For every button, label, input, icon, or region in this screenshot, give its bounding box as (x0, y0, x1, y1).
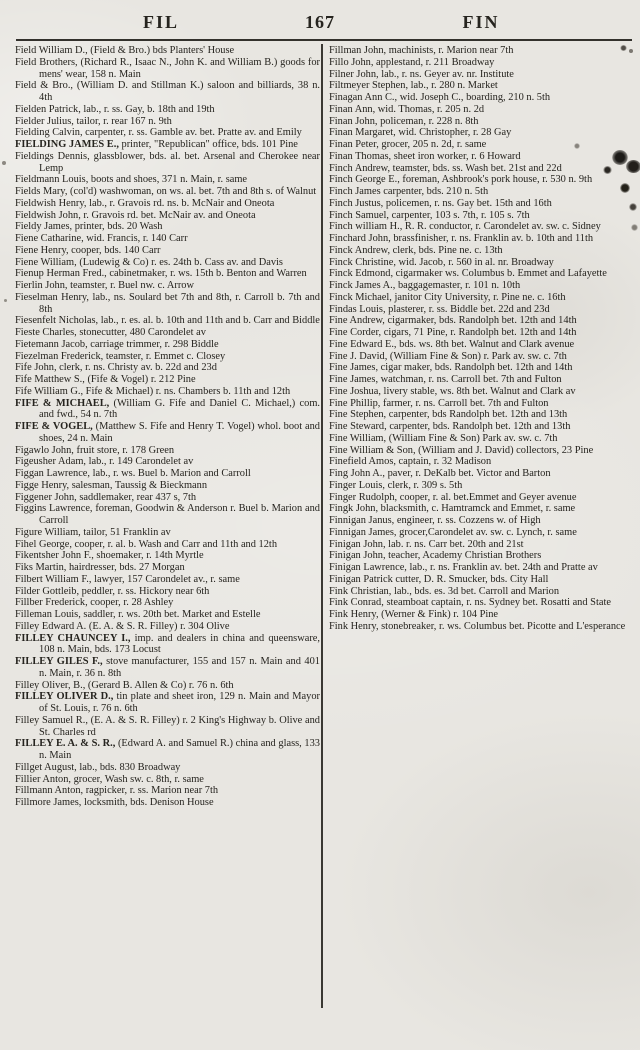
directory-entry (15, 774, 320, 786)
directory-entry (329, 186, 634, 198)
directory-entry (329, 233, 634, 245)
entry-text: Fiene Catharine, wid. Francis, r. 140 Carr (15, 233, 188, 244)
entry-text: Fielder Julius, tailor, r. rear 167 n. 9th (15, 115, 172, 127)
directory-entry (329, 280, 634, 292)
entry-text: Fine Andrew, cigarmaker, bds. Randolph bet. 12th and 14th (329, 315, 577, 327)
entry-text: Filley Edward A. (E. A. & S. R. Filley) r. 304 Olive (15, 620, 230, 632)
ink-stain (612, 150, 628, 165)
entry-text: Fikentsher John F., shoemaker, r. 14th Myrtle (15, 550, 204, 562)
directory-entry (15, 116, 320, 128)
entry-text: Filbert William F., lawyer, 157 Carondelet av., r. same (15, 573, 240, 585)
directory-entry (15, 57, 320, 81)
entry-text: Fink Christian, lab., bds. es. 3d bet. Carroll and Marion (329, 585, 560, 597)
entry-text: Figge Henry, salesman, Taussig & Bieckmann (15, 479, 208, 491)
directory-entry (329, 116, 634, 128)
directory-entry (329, 127, 634, 139)
entry-text: (Edward A. and Samuel R.) china and glass, 133 n. Main (39, 738, 320, 761)
entry-text: Finch william H., R. R. conductor, r. Carondelet av. sw. c. Sidney (329, 221, 601, 233)
directory-entry (329, 210, 634, 222)
directory-entry (15, 339, 320, 351)
header-rule (16, 39, 632, 41)
directory-entry (15, 127, 320, 139)
directory-entry (329, 527, 634, 539)
directory-entry (15, 186, 320, 198)
directory-entry (15, 539, 320, 551)
entry-text: Filley Samuel R., (E. A. & S. R. Filley) r. 2 King's Highway b. Olive and St. Charles rd (15, 714, 320, 738)
entry-text: Finck Andrew, clerk, bds. Pine ne. c. 13th (329, 244, 503, 256)
entry-text: Fillmann Anton, ragpicker, r. ss. Marion near 7th (15, 785, 219, 797)
entry-text: Fing John A., paver, r. DeKalb bet. Victor and Barton (329, 468, 551, 479)
entry-text: Fine Phillip, farmer, r. ns. Carroll bet. 7th and Fulton (329, 397, 549, 409)
entry-text: Finefield Amos, captain, r. 32 Madison (329, 456, 492, 468)
entry-name-bold: FILLEY OLIVER D., (15, 691, 114, 703)
directory-entry (15, 609, 320, 621)
directory-entry (15, 421, 320, 445)
directory-entry (15, 691, 320, 715)
directory-entry (15, 174, 320, 186)
entry-text: Finan John, policeman, r. 228 n. 8th (329, 115, 479, 127)
ink-stain (4, 299, 7, 302)
entry-text: Fillman John, machinists, r. Marion near 7th (329, 45, 514, 56)
entry-text: Fine Steward, carpenter, bds. Randolph bet. 12th and 13th (329, 421, 571, 432)
entry-text: Finigan Patrick cutter, D. R. Smucker, bds. City Hall (329, 573, 549, 585)
entry-text: stove manufacturer, 155 and 157 n. Main and 401 n. Main, r. 36 n. 8th (39, 656, 320, 679)
directory-entry (15, 198, 320, 210)
directory-entry (329, 586, 634, 598)
entry-name-bold: FILLEY GILES F., (15, 656, 103, 667)
ink-stain (620, 183, 630, 193)
directory-entry (329, 80, 634, 92)
directory-column-right (329, 45, 634, 633)
directory-entry (329, 362, 634, 374)
directory-entry (15, 715, 320, 739)
entry-text: Fietemann Jacob, carriage trimmer, r. 298 Biddle (15, 338, 219, 350)
directory-entry (329, 515, 634, 527)
entry-text: Figgins Lawrence, foreman, Goodwin & Anderson r. Buel b. Marion and Carroll (15, 503, 320, 526)
entry-text: imp. and dealers in china and queensware, 108 n. Main, bds. 173 Locust (39, 632, 320, 656)
entry-text: Finck Michael, janitor City University, r. Pine ne. c. 16th (329, 291, 566, 303)
directory-entry (329, 104, 634, 116)
directory-entry (329, 409, 634, 421)
directory-entry (15, 445, 320, 457)
entry-text: Fine J. David, (William Fine & Son) r. Park av. sw. c. 7th (329, 350, 567, 362)
entry-text: Fierlin John, teamster, r. Buel nw. c. Arrow (15, 280, 194, 291)
entry-text: Finan Thomas, sheet iron worker, r. 6 Howard (329, 150, 521, 162)
directory-entry (329, 374, 634, 386)
entry-text: Fife Matthew S., (Fife & Vogel) r. 212 Pine (15, 374, 196, 385)
directory-entry (329, 304, 634, 316)
entry-text: Fine William & Son, (William and J. David) collectors, 23 Pine (329, 444, 594, 456)
entry-text: Finan Margaret, wid. Christopher, r. 28 Gay (329, 127, 512, 139)
entry-text: Finger Louis, clerk, r. 309 s. 5th (329, 479, 463, 491)
entry-text: Fine Corder, cigars, 71 Pine, r. Randolph bet. 12th and 14th (329, 327, 577, 338)
entry-text: Fillget August, lab., bds. 830 Broadway (15, 761, 181, 773)
directory-entry (329, 45, 634, 57)
header-section-left: FIL (142, 12, 179, 32)
entry-text: Fillber Frederick, cooper, r. 28 Ashley (15, 597, 174, 609)
directory-entry (15, 480, 320, 492)
entry-text: Fieldmann Louis, boots and shoes, 371 n. Main, r. same (15, 174, 248, 186)
entry-text: Figawlo John, fruit store, r. 178 Green (15, 444, 175, 456)
directory-entry (329, 562, 634, 574)
directory-entry (15, 762, 320, 774)
entry-text: Fields Mary, (col'd) washwoman, on ws. al. bet. 7th and 8th s. of Walnut (15, 186, 317, 197)
directory-entry (15, 351, 320, 363)
directory-entry (329, 421, 634, 433)
entry-text: Filder Gottleib, peddler, r. ss. Hickory near 6th (15, 585, 210, 597)
entry-text: Finck Edmond, cigarmaker ws. Columbus b. Emmet and Lafayette (329, 268, 607, 280)
entry-text: Fiene Henry, cooper, bds. 140 Carr (15, 244, 161, 256)
column-divider-rule (321, 44, 323, 1008)
directory-entry (15, 268, 320, 280)
directory-entry (15, 468, 320, 480)
directory-entry (329, 69, 634, 81)
directory-entry (329, 257, 634, 269)
entry-text: Fingk John, blacksmith, c. Hamtramck and Emmet, r. same (329, 503, 576, 515)
entry-text: Fieste Charles, stonecutter, 480 Carondelet av (15, 327, 206, 338)
directory-entry (15, 503, 320, 527)
directory-entry (15, 233, 320, 245)
entry-text: Fiks Martin, hairdresser, bds. 27 Morgan (15, 562, 185, 573)
entry-text: Fieldwish Henry, lab., r. Gravois rd. ns. b. McNair and Oneota (15, 197, 275, 209)
entry-text: Finch Samuel, carpenter, 103 s. 7th, r. 105 s. 7th (329, 209, 530, 221)
entry-text: Finigan John, lab. r. ns. Carr bet. 20th and 21st (329, 538, 524, 550)
directory-entry (329, 609, 634, 621)
entry-name-bold: FIELDING JAMES E., (15, 139, 119, 150)
ink-stain (620, 45, 627, 51)
directory-entry (15, 527, 320, 539)
entry-text: printer, "Republican" office, bds. 101 Pine (118, 139, 298, 150)
directory-entry (15, 656, 320, 680)
directory-column-left (15, 45, 320, 809)
directory-entry (15, 257, 320, 269)
entry-text: tin plate and sheet iron, 129 n. Main and Mayor of St. Louis, r. 76 n. 6th (39, 691, 320, 714)
header-section-right: FIN (462, 12, 500, 32)
directory-entry (329, 574, 634, 586)
directory-entry (329, 327, 634, 339)
entry-text: Finck James A., baggagemaster, r. 101 n. 10th (329, 280, 521, 291)
directory-entry (15, 45, 320, 57)
entry-text: Figgener John, saddlemaker, rear 437 s, 7th (15, 491, 197, 503)
directory-entry (15, 245, 320, 257)
entry-text: Finchard John, brassfinisher, r. ns. Franklin av. b. 10th and 11th (329, 233, 594, 244)
entry-text: Fine James, cigar maker, bds. Randolph bet. 12th and 14th (329, 362, 573, 374)
entry-text: Filley Oliver, B., (Gerard B. Allen & Co) r. 76 n. 6th (15, 679, 234, 691)
directory-entry (15, 633, 320, 657)
directory-entry (329, 57, 634, 69)
entry-text: Figeusher Adam, lab., r. 149 Carondelet av (15, 456, 194, 468)
entry-text: Filleman Louis, saddler, r. ws. 20th bet. Market and Estelle (15, 609, 261, 620)
entry-text: Findas Louis, plasterer, r. ss. Biddle bet. 22d and 23d (329, 303, 550, 315)
directory-entry (329, 198, 634, 210)
ink-stain (626, 160, 640, 173)
ink-stain (629, 203, 637, 211)
entry-text: Fieldwish John, r. Gravois rd. bet. McNair av. and Oneota (15, 209, 256, 221)
ink-stain (629, 49, 633, 53)
entry-text: Finnigan Janus, engineer, r. ss. Cozzens w. of High (329, 515, 541, 526)
entry-text: Fife John, clerk, r. ns. Christy av. b. 22d and 23d (15, 362, 217, 374)
directory-entry (15, 386, 320, 398)
directory-entry (15, 621, 320, 633)
directory-entry (329, 151, 634, 163)
entry-text: Fillo John, applestand, r. 211 Broadway (329, 56, 495, 68)
entry-text: Fieldings Dennis, glassblower, bds. al. bet. Arsenal and Cherokee near Lemp (15, 150, 320, 174)
directory-entry (329, 539, 634, 551)
entry-text: Fielden Patrick, lab., r. ss. Gay, b. 18th and 19th (15, 103, 215, 115)
entry-text: Finagan Ann C., wid. Joseph C., boarding, 210 n. 5th (329, 92, 551, 103)
directory-entry (15, 210, 320, 222)
entry-name-bold: FILLEY E. A. & S. R., (15, 738, 116, 750)
directory-entry (329, 503, 634, 515)
entry-text: Finch Andrew, teamster, bds. ss. Wash bet. 21st and 22d (329, 162, 562, 174)
entry-name-bold: FIFE & MICHAEL, (15, 397, 110, 409)
entry-text: Fine Joshua, livery stable, ws. 8th bet. Walnut and Clark av (329, 385, 576, 397)
ink-stain (631, 224, 638, 231)
entry-text: Finger Rudolph, cooper, r. al. bet.Emmet and Geyer avenue (329, 491, 577, 503)
ink-stain (574, 143, 580, 149)
directory-entry (15, 80, 320, 104)
directory-entry (15, 292, 320, 316)
entry-text: Finch George E., foreman, Ashbrook's pork house, r. 530 n. 9th (329, 174, 593, 186)
entry-text: Fine Stephen, carpenter, bds Randolph bet. 12th and 13th (329, 409, 568, 421)
directory-entry (15, 562, 320, 574)
entry-text: Fihel George, cooper, r. al. b. Wash and Carr and 11th and 12th (15, 538, 278, 550)
entry-text: Fiezelman Frederick, teamster, r. Emmet c. Closey (15, 350, 226, 362)
entry-text: Filner John, lab., r. ns. Geyer av. nr. Institute (329, 68, 514, 80)
directory-entry (329, 92, 634, 104)
directory-entry (15, 327, 320, 339)
entry-text: Finch James carpenter, bds. 210 n. 5th (329, 186, 489, 197)
entry-text: Finch Justus, policemen, r. ns. Gay bet. 15th and 16th (329, 197, 552, 209)
entry-text: Fillmore James, locksmith, bds. Denison House (15, 797, 214, 808)
ink-stain (603, 166, 612, 174)
entry-text: Fiesenfelt Nicholas, lab., r. es. al. b. 10th and 11th and b. Carr and Biddle (15, 315, 320, 327)
entry-text: Fiene William, (Ludewig & Co) r. es. 24th b. Cass av. and Davis (15, 256, 283, 268)
directory-entry (15, 104, 320, 116)
entry-text: Fieselman Henry, lab., ns. Soulard bet 7th and 8th, r. Carroll b. 7th and 8th (15, 291, 320, 315)
directory-entry (329, 174, 634, 186)
directory-entry (15, 139, 320, 151)
directory-entry (329, 456, 634, 468)
entry-text: Fine William, (William Fine & Son) Park av. sw. c. 7th (329, 432, 558, 444)
directory-entry (15, 574, 320, 586)
entry-text: Finan Peter, grocer, 205 n. 2d, r. same (329, 139, 487, 150)
directory-entry (15, 785, 320, 797)
entry-text: Figgan Lawrence, lab., r. ws. Buel b. Marion and Carroll (15, 468, 251, 479)
directory-entry (329, 268, 634, 280)
directory-entry (329, 398, 634, 410)
directory-entry (15, 362, 320, 374)
directory-entry (15, 797, 320, 809)
entry-name-bold: FILLEY CHAUNCEY I., (15, 632, 131, 644)
directory-entry (329, 221, 634, 233)
directory-entry (329, 597, 634, 609)
directory-entry (329, 492, 634, 504)
entry-text: (William G. Fife and Daniel C. Michael,) com. and fwd., 54 n. 7th (39, 397, 321, 421)
directory-entry (329, 339, 634, 351)
directory-entry (329, 480, 634, 492)
directory-entry (15, 680, 320, 692)
ink-stain (2, 161, 6, 165)
entry-text: Filtmeyer Stephen, lab., r. 280 n. Market (329, 80, 498, 92)
entry-text: Fienup Herman Fred., cabinetmaker, r. ws. 15th b. Benton and Warren (15, 268, 307, 280)
directory-entry (15, 586, 320, 598)
entry-text: Fieldy James, printer, bds. 20 Wash (15, 221, 163, 233)
entry-text: Fink Henry, stonebreaker, r. ws. Columbus bet. Picotte and L'esperance (329, 620, 626, 632)
directory-entry (329, 433, 634, 445)
page-number: 167 (305, 12, 335, 32)
directory-entry (15, 456, 320, 468)
directory-entry (329, 315, 634, 327)
page-header (0, 12, 640, 38)
entry-text: Fine Edward E., bds. ws. 8th bet. Walnut and Clark avenue (329, 338, 575, 350)
directory-entry (329, 386, 634, 398)
directory-entry (329, 445, 634, 457)
entry-text: Field & Bro., (William D. and Stillman K.) saloon and billiards, 38 n. 4th (15, 80, 320, 103)
directory-entry (15, 738, 320, 762)
directory-entry (15, 280, 320, 292)
entry-text: Figure William, tailor, 51 Franklin av (15, 526, 171, 538)
entry-text: Finck Christine, wid. Jacob, r. 560 in al. nr. Broadway (329, 256, 554, 268)
entry-text: Fife William G., Fife & Michael) r. ns. Chambers b. 11th and 12th (15, 385, 291, 397)
entry-text: Fielding Calvin, carpenter, r. ss. Gamble av. bet. Pratte av. and Emily (15, 127, 302, 139)
entry-text: (Matthew S. Fife and Henry T. Vogel) whol. boot and shoes, 24 n. Main (39, 421, 321, 444)
entry-name-bold: FIFE & VOGEL, (15, 421, 93, 432)
entry-text: Fine James, watchman, r. ns. Carroll bet. 7th and Fulton (329, 374, 562, 385)
directory-entry (329, 468, 634, 480)
directory-entry (329, 550, 634, 562)
entry-text: Field Brothers, (Richard R., Isaac N., John K. and William B.) goods for mens' wear, 158 n. Main (15, 56, 320, 80)
directory-entry (15, 398, 320, 422)
entry-text: Finan Ann, wid. Thomas, r. 205 n. 2d (329, 103, 485, 115)
entry-text: Fink Henry, (Werner & Fink) r. 104 Pine (329, 609, 499, 620)
directory-entry (329, 163, 634, 175)
directory-entry (15, 315, 320, 327)
entry-text: Field William D., (Field & Bro.) bds Planters' House (15, 45, 235, 56)
directory-entry (329, 245, 634, 257)
directory-entry (15, 151, 320, 175)
directory-entry (329, 292, 634, 304)
entry-text: Finnigan James, grocer,Carondelet av. sw. c. Lynch, r. same (329, 526, 577, 538)
directory-entry (15, 597, 320, 609)
entry-text: Fillier Anton, grocer, Wash sw. c. 8th, r. same (15, 773, 204, 785)
directory-entry (15, 221, 320, 233)
directory-entry (15, 374, 320, 386)
entry-text: Finigan Lawrence, lab., r. ns. Franklin av. bet. 24th and Pratte av (329, 562, 598, 573)
directory-entry (15, 550, 320, 562)
directory-entry (329, 351, 634, 363)
directory-entry (329, 621, 634, 633)
entry-text: Finigan John, teacher, Academy Christian Brothers (329, 550, 542, 562)
entry-text: Fink Conrad, steamboat captain, r. ns. Sydney bet. Rosatti and State (329, 597, 611, 609)
directory-entry (329, 139, 634, 151)
directory-entry (15, 492, 320, 504)
